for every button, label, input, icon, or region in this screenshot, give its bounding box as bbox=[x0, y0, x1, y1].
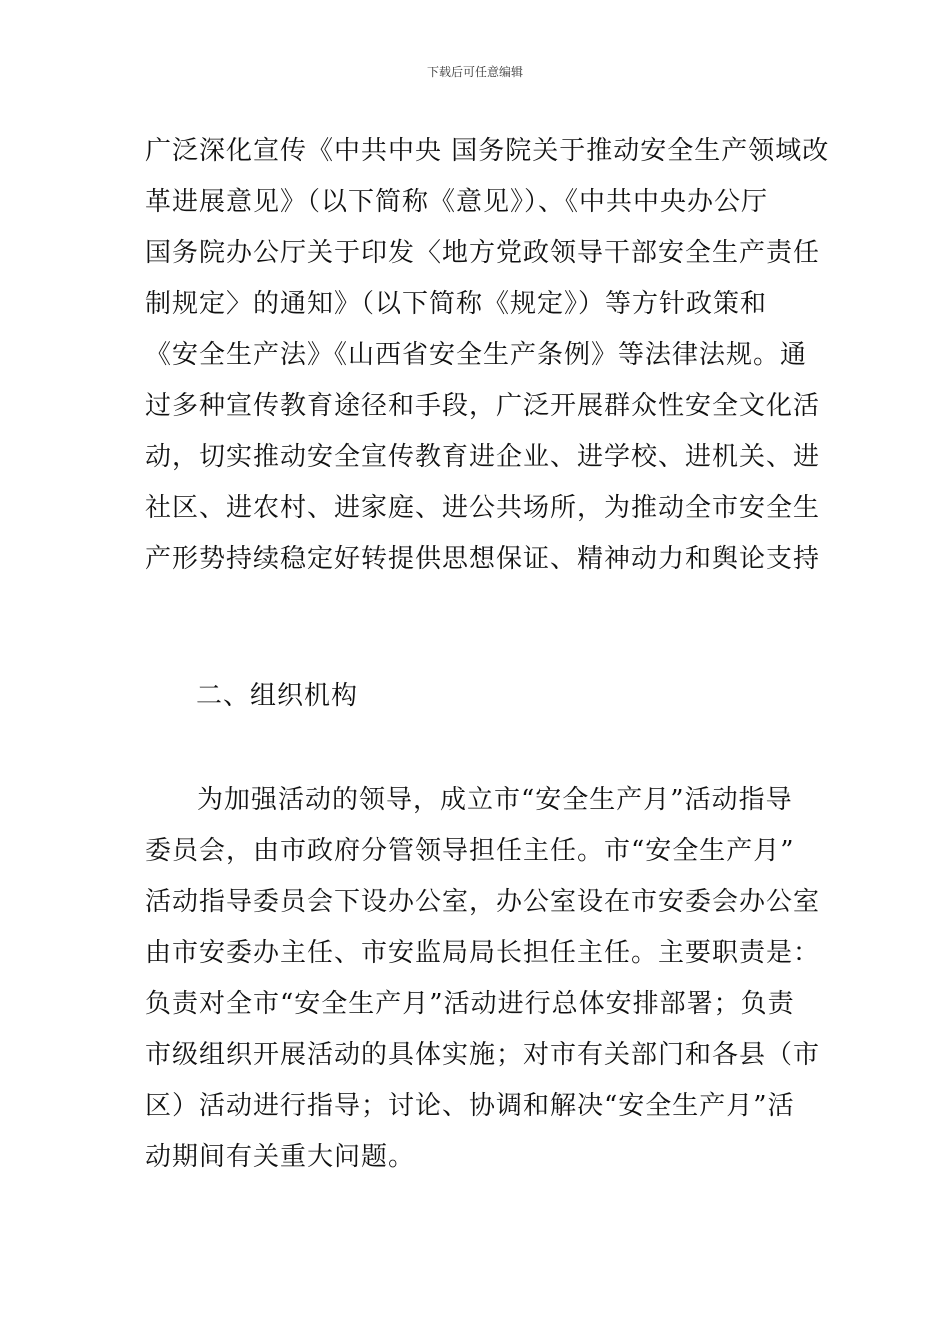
paragraph-line: 为加强活动的领导，成立市“安全生产月”活动指导 bbox=[197, 785, 793, 815]
paragraph-line: 社区、进农村、进家庭、进公共场所，为推动全市安全生 bbox=[145, 493, 821, 523]
paragraph-line: 动，切实推动安全宣传教育进企业、进学校、进机关、进 bbox=[145, 442, 821, 472]
page-header-note: 下载后可任意编辑 bbox=[426, 65, 523, 79]
paragraph-publicity bbox=[145, 126, 830, 585]
paragraph-line: 制规定〉的通知》（以下简称《规定》）等方针政策和 bbox=[145, 289, 768, 319]
paragraph-organization bbox=[145, 775, 821, 1183]
paragraph-line: 负责对全市“安全生产月”活动进行总体安排部署；负责 bbox=[145, 989, 795, 1019]
paragraph-line: 产形势持续稳定好转提供思想保证、精神动力和舆论支持 bbox=[145, 544, 821, 574]
paragraph-line: 《安全生产法》《山西省安全生产条例》等法律法规。通 bbox=[145, 340, 808, 370]
paragraph-line: 广泛深化宣传《中共中央 国务院关于推动安全生产领域改 bbox=[145, 136, 830, 166]
paragraph-line: 市级组织开展活动的具体实施；对市有关部门和各县（市 bbox=[145, 1040, 821, 1070]
paragraph-line: 革进展意见》（以下简称《意见》）、《中共中央办公厅 bbox=[145, 187, 769, 217]
paragraph-line: 委员会，由市政府分管领导担任主任。市“安全生产月” bbox=[145, 836, 795, 866]
paragraph-line: 区）活动进行指导；讨论、协调和解决“安全生产月”活 bbox=[145, 1091, 795, 1121]
paragraph-line: 国务院办公厅关于印发〈地方党政领导干部安全生产责任 bbox=[145, 238, 821, 268]
paragraph-line: 由市安委办主任、市安监局局长担任主任。主要职责是： bbox=[145, 938, 821, 968]
section-heading-organization: 二、组织机构 bbox=[196, 681, 359, 711]
paragraph-line: 过多种宣传教育途径和手段，广泛开展群众性安全文化活 bbox=[145, 391, 821, 421]
paragraph-line: 活动指导委员会下设办公室，办公室设在市安委会办公室 bbox=[145, 887, 821, 917]
paragraph-line: 动期间有关重大问题。 bbox=[145, 1142, 416, 1172]
